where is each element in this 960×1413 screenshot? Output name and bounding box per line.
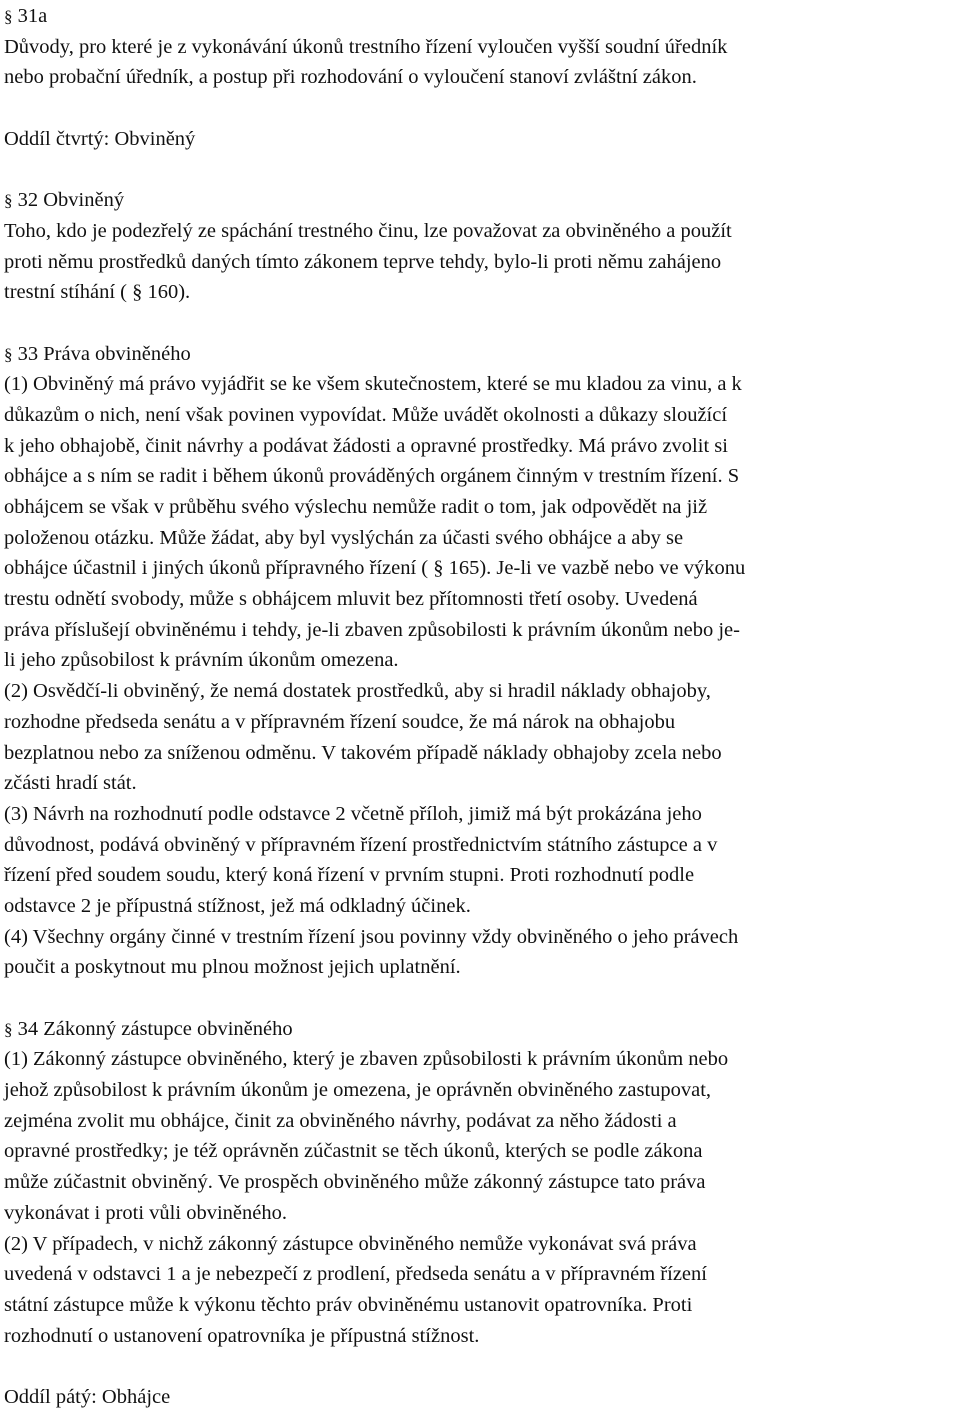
section-32-line: proti němu prostředků daných tímto zákonem teprve tehdy, bylo-li proti němu zahájeno xyxy=(4,250,722,273)
section-33-line: (1) Obviněný má právo vyjádřit se ke všem skutečnostem, které se mu kladou za vinu, a k xyxy=(4,373,742,396)
section-heading-text: 32 Obviněný xyxy=(12,189,125,212)
section-31a-line: Důvody, pro které je z vykonávání úkonů trestního řízení vyloučen vyšší soudní úředník xyxy=(4,35,728,58)
section-33-line: obhájcem se však v průběhu svého výslechu nemůže radit o tom, jak odpovědět na již xyxy=(4,496,708,518)
section-33-line: důkazům o nich, není však povinen vypovídat. Může uvádět okolnosti a důkazy sloužící xyxy=(4,403,728,426)
section-heading-text: 33 Práva obviněného xyxy=(12,342,191,365)
section-33-line: důvodnost, podává obviněný v přípravném řízení prostřednictvím státního zástupce a v xyxy=(4,833,718,856)
spacer xyxy=(4,93,956,124)
section-34-line: může zúčastnit obviněný. Ve prospěch obviněného může zákonný zástupce tato práva xyxy=(4,1171,706,1194)
section-33-line: (4) Všechny orgány činné v trestním řízení jsou povinny vždy obviněného o jeho právech xyxy=(4,925,739,948)
section-heading-text: 31a xyxy=(12,5,48,27)
section-sign: § xyxy=(4,191,13,211)
section-33-line: bezplatnou nebo za sníženou odměnu. V takovém případě náklady obhajoby zcela nebo xyxy=(4,741,722,764)
section-34-heading xyxy=(4,1014,956,1045)
section-33-line: trestu odnětí svobody, může s obhájcem mluvit bez přítomnosti třetí osoby. Uvedená xyxy=(4,588,698,611)
section-33-line: zčásti hradí stát. xyxy=(4,772,137,795)
part-5-title: Oddíl pátý: Obhájce xyxy=(4,1385,171,1408)
section-31a-line: nebo probační úředník, a postup při rozhodování o vyloučení stanoví zvláštní zákon. xyxy=(4,66,697,89)
section-33-line: položenou otázku. Může žádat, aby byl vyslýchán za účasti svého obhájce a aby se xyxy=(4,526,684,549)
section-34-line: rozhodnutí o ustanovení opatrovníka je přípustná stížnost. xyxy=(4,1324,480,1347)
document-page xyxy=(4,1,956,1413)
section-33-line: k jeho obhajobě, činit návrhy a podávat žádosti a opravné prostředky. Má právo zvolit si xyxy=(4,434,728,457)
section-33-line: odstavce 2 je přípustná stížnost, jež má odkladný účinek. xyxy=(4,894,471,917)
spacer xyxy=(4,308,956,339)
spacer xyxy=(4,154,956,185)
section-33-heading xyxy=(4,339,956,370)
section-33-line: li jeho způsobilost k právním úkonům omezena. xyxy=(4,649,399,672)
section-34-line: opravné prostředky; je též oprávněn zúčastnit se těch úkonů, kterých se podle zákona xyxy=(4,1140,703,1163)
section-33-line: (3) Návrh na rozhodnutí podle odstavce 2 včetně příloh, jimiž má být prokázána jeho xyxy=(4,802,702,825)
spacer xyxy=(4,983,956,1014)
section-31a-heading xyxy=(4,1,956,32)
section-34-line: (2) V případech, v nichž zákonný zástupce obviněného nemůže vykonávat svá práva xyxy=(4,1232,697,1255)
section-34-line: uvedená v odstavci 1 a je nebezpečí z prodlení, předseda senátu a v přípravném řízení xyxy=(4,1263,707,1286)
section-heading-text: 34 Zákonný zástupce obviněného xyxy=(12,1017,293,1040)
section-33-line: rozhodne předseda senátu a v přípravném řízení soudce, že má nárok na obhajobu xyxy=(4,710,676,733)
section-34-line: zejména zvolit mu obhájce, činit za obviněného návrhy, podávat za něho žádosti a xyxy=(4,1109,677,1132)
section-34-line: jehož způsobilost k právním úkonům je omezena, je oprávněn obviněného zastupovat, xyxy=(4,1079,712,1102)
section-33-line: práva příslušejí obviněnému i tehdy, je-li zbaven způsobilosti k právním úkonům nebo je- xyxy=(4,618,740,641)
section-32-heading xyxy=(4,185,956,216)
spacer xyxy=(4,1351,956,1382)
part-4-title: Oddíl čtvrtý: Obviněný xyxy=(4,127,196,150)
section-33-line: obhájce a s ním se radit i během úkonů prováděných orgánem činným v trestním řízení. S xyxy=(4,465,740,488)
section-sign: § xyxy=(4,344,13,364)
section-33-line: řízení před soudem soudu, který koná řízení v prvním stupni. Proti rozhodnutí podle xyxy=(4,864,695,887)
section-34-line: vykonávat i proti vůli obviněného. xyxy=(4,1201,287,1224)
section-32-line: Toho, kdo je podezřelý ze spáchání trestného činu, lze považovat za obviněného a použít xyxy=(4,219,732,242)
section-sign: § xyxy=(4,7,13,26)
section-34-line: (1) Zákonný zástupce obviněného, který je zbaven způsobilosti k právním úkonům nebo xyxy=(4,1048,729,1071)
section-34-line: státní zástupce může k výkonu těchto práv obviněnému ustanovit opatrovníka. Proti xyxy=(4,1293,693,1316)
section-sign: § xyxy=(4,1019,13,1039)
section-33-line: poučit a poskytnout mu plnou možnost jejich uplatnění. xyxy=(4,956,461,979)
section-33-line: obhájce účastnil i jiných úkonů přípravného řízení ( § 165). Je-li ve vazbě nebo ve výkonu xyxy=(4,557,746,580)
section-32-line: trestní stíhání ( § 160). xyxy=(4,281,191,304)
section-33-line: (2) Osvědčí-li obviněný, že nemá dostatek prostředků, aby si hradil náklady obhajoby, xyxy=(4,680,711,703)
